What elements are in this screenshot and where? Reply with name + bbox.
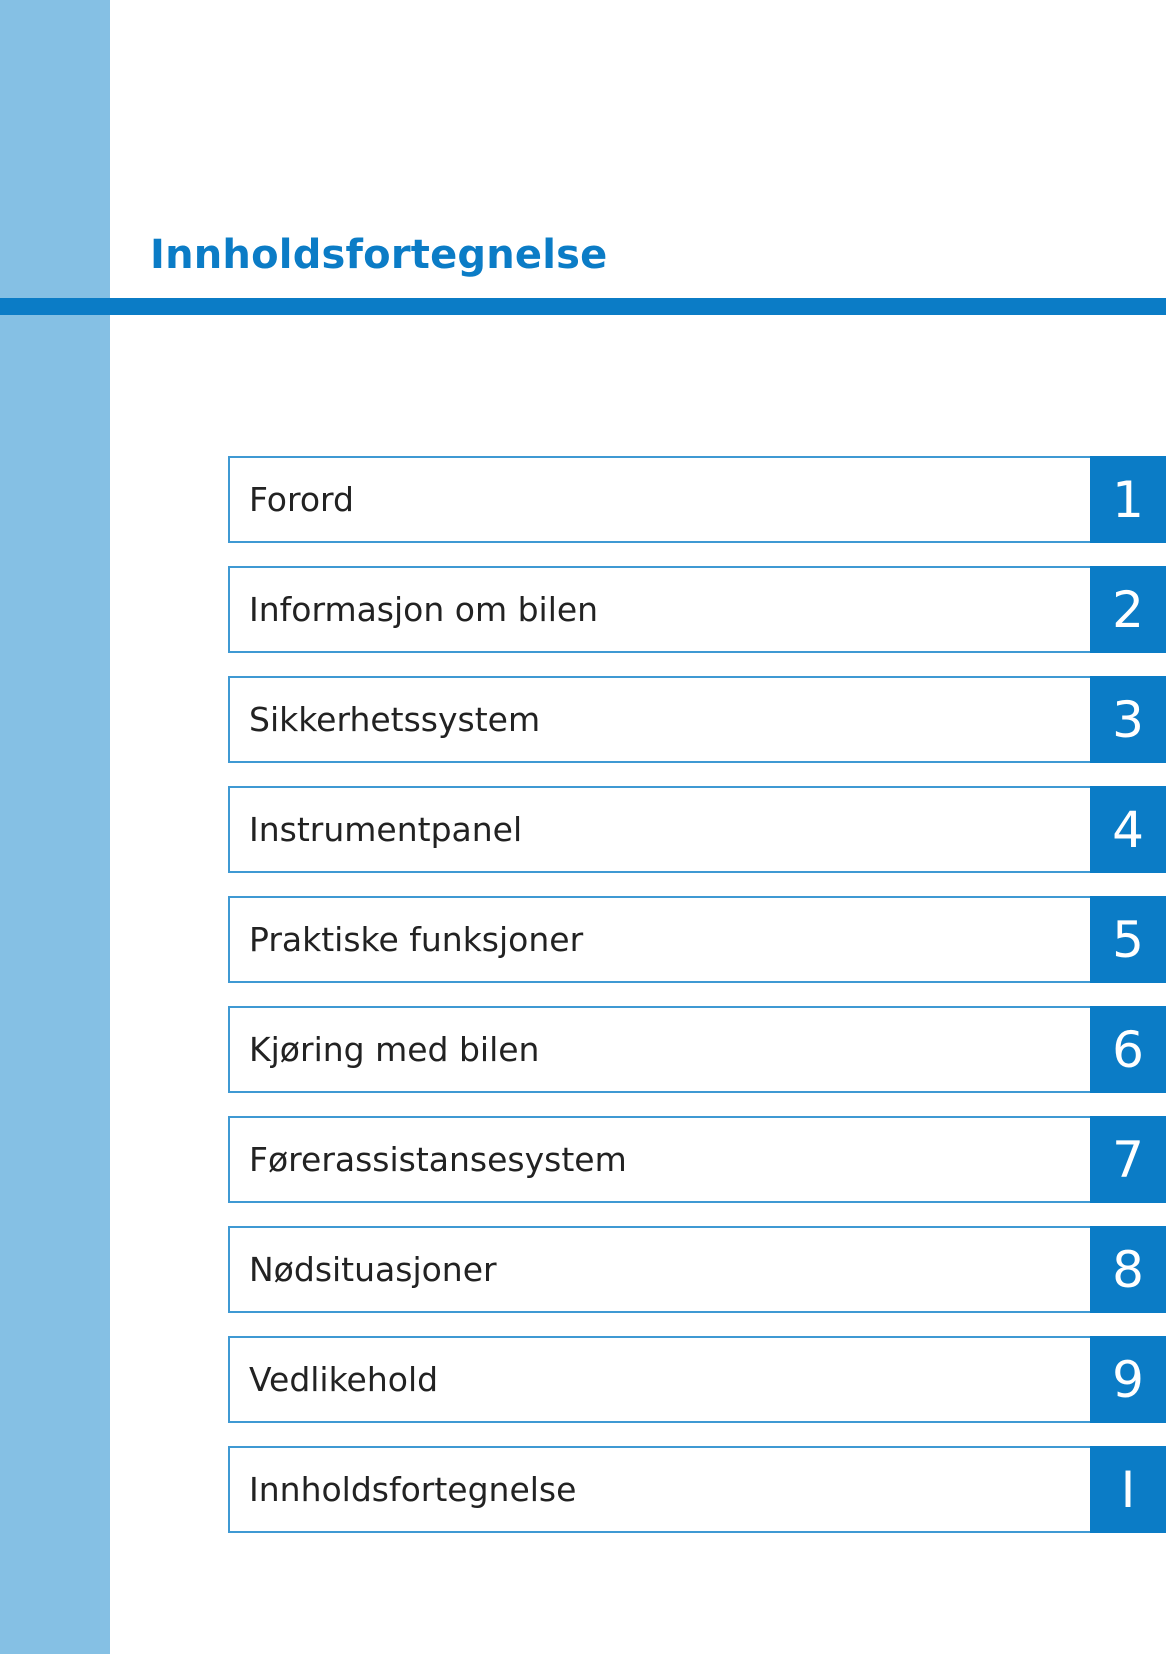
toc-number: 6: [1112, 1020, 1144, 1079]
toc-number: 1: [1112, 470, 1144, 529]
toc-number-tab[interactable]: [1090, 676, 1166, 763]
toc-number: 9: [1112, 1350, 1144, 1409]
toc-label: Innholdsfortegnelse: [249, 1470, 577, 1509]
toc-label-box: [228, 1006, 1090, 1093]
toc-number-tab[interactable]: [1090, 1336, 1166, 1423]
toc-entry-forerassistansesystem[interactable]: [228, 1116, 1166, 1203]
toc-label: Instrumentpanel: [249, 810, 523, 849]
toc-entry-sikkerhetssystem[interactable]: [228, 676, 1166, 763]
toc-number-tab[interactable]: [1090, 896, 1166, 983]
toc-label-box: [228, 896, 1090, 983]
toc-entry-nodsituasjoner[interactable]: [228, 1226, 1166, 1313]
toc-entry-praktiske-funksjoner[interactable]: [228, 896, 1166, 983]
toc-number-tab[interactable]: [1090, 566, 1166, 653]
toc-label-box: [228, 456, 1090, 543]
toc-label-box: [228, 566, 1090, 653]
toc-number: 3: [1112, 690, 1144, 749]
toc-label: Informasjon om bilen: [249, 590, 599, 629]
toc-number: 8: [1112, 1240, 1144, 1299]
toc-label: Nødsituasjoner: [249, 1250, 497, 1289]
toc-label: Praktiske funksjoner: [249, 920, 584, 959]
toc-number-tab[interactable]: [1090, 1116, 1166, 1203]
toc-number: 4: [1112, 800, 1144, 859]
toc-label: Sikkerhetssystem: [249, 700, 541, 739]
toc-label-box: [228, 1446, 1090, 1533]
toc-number-tab[interactable]: [1090, 786, 1166, 873]
toc-entry-instrumentpanel[interactable]: [228, 786, 1166, 873]
toc-entry-forord[interactable]: [228, 456, 1166, 543]
toc-label-box: [228, 1116, 1090, 1203]
toc-label: Førerassistansesystem: [249, 1140, 627, 1179]
page-title: Innholdsfortegnelse: [150, 232, 608, 278]
toc-label: Kjøring med bilen: [249, 1030, 540, 1069]
toc-entry-vedlikehold[interactable]: [228, 1336, 1166, 1423]
toc-label-box: [228, 1336, 1090, 1423]
toc-number-tab[interactable]: [1090, 1006, 1166, 1093]
toc-number: 2: [1112, 580, 1144, 639]
toc-number-tab[interactable]: [1090, 1226, 1166, 1313]
toc-label-box: [228, 1226, 1090, 1313]
toc-label: Forord: [249, 480, 354, 519]
toc-label-box: [228, 676, 1090, 763]
toc-number: I: [1120, 1460, 1136, 1519]
toc-number: 7: [1112, 1130, 1144, 1189]
toc-entry-kjoring-med-bilen[interactable]: [228, 1006, 1166, 1093]
toc-number-tab[interactable]: [1090, 1446, 1166, 1533]
toc-entry-innholdsfortegnelse[interactable]: [228, 1446, 1166, 1533]
toc-label: Vedlikehold: [249, 1360, 439, 1399]
toc-number-tab[interactable]: [1090, 456, 1166, 543]
title-divider: [0, 298, 1166, 315]
toc-number: 5: [1112, 910, 1144, 969]
toc-entry-informasjon-om-bilen[interactable]: [228, 566, 1166, 653]
side-band: [0, 0, 110, 1654]
toc-label-box: [228, 786, 1090, 873]
